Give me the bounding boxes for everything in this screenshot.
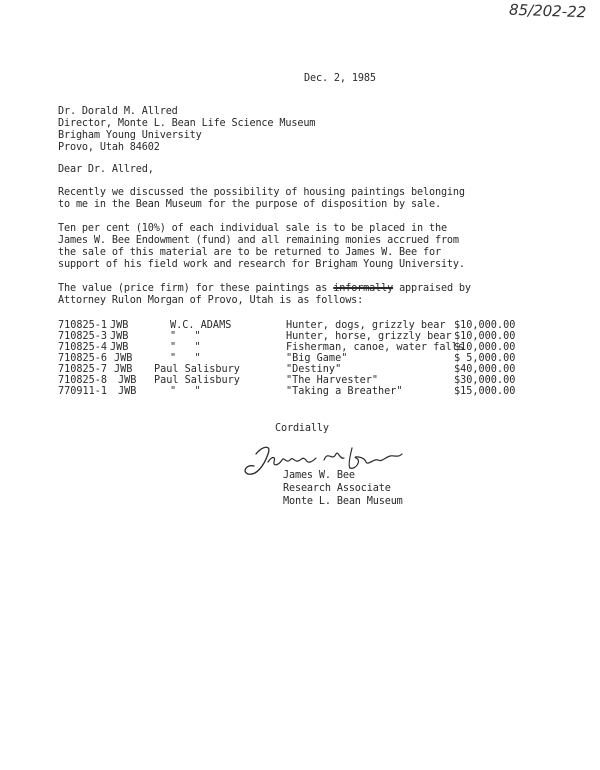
letter-date: Dec. 2, 1985 — [304, 73, 376, 84]
artist-name: Paul Salisbury — [154, 375, 240, 386]
paragraph-2-line-3: the sale of this material are to be returned to James W. Bee for — [58, 247, 441, 258]
owner-initials: JWB — [114, 353, 133, 364]
signer-organization: Monte L. Bean Museum — [283, 496, 403, 507]
owner-initials: JWB — [110, 320, 129, 331]
owner-initials: JWB — [114, 364, 133, 375]
artist-name: W.C. ADAMS — [170, 320, 232, 331]
reference-number: 85/202-22 — [508, 0, 587, 22]
closing: Cordially — [275, 423, 329, 434]
catalog-number: 710825-1 — [58, 320, 108, 331]
appraised-value: $10,000.00 — [454, 331, 516, 342]
paragraph-3-line-2: Attorney Rulon Morgan of Provo, Utah is as follows: — [58, 295, 364, 306]
signer-name: James W. Bee — [283, 470, 355, 481]
table-row — [58, 364, 578, 375]
catalog-number: 710825-8 — [58, 375, 108, 386]
artist-name: " " — [170, 353, 201, 364]
paragraph-3-text-b: appraised by — [393, 283, 471, 294]
painting-subject: Fisherman, canoe, water falls — [286, 342, 464, 353]
artist-name: " " — [170, 342, 201, 353]
painting-subject: "Taking a Breather" — [286, 386, 403, 397]
owner-initials: JWB — [118, 375, 137, 386]
paragraph-2-line-1: Ten per cent (10%) of each individual sale is to be placed in the — [58, 223, 447, 234]
address-line-4: Provo, Utah 84602 — [58, 142, 160, 153]
artist-name: Paul Salisbury — [154, 364, 240, 375]
table-row — [58, 353, 578, 364]
paragraph-1-line-1: Recently we discussed the possibility of housing paintings belonging — [58, 187, 465, 198]
appraised-value: $10,000.00 — [454, 342, 516, 353]
owner-initials: JWB — [110, 331, 129, 342]
address-line-2: Director, Monte L. Bean Life Science Museum — [58, 118, 316, 129]
paragraph-3-line-1 — [58, 283, 471, 295]
catalog-number: 710825-7 — [58, 364, 108, 375]
appraised-value: $30,000.00 — [454, 375, 516, 386]
painting-subject: "The Harvester" — [286, 375, 379, 386]
address-line-3: Brigham Young University — [58, 130, 202, 141]
owner-initials: JWB — [118, 386, 137, 397]
table-row — [58, 386, 578, 397]
paragraph-2-line-4: support of his field work and research for Brigham Young University. — [58, 259, 465, 270]
catalog-number: 710825-4 — [58, 342, 108, 353]
signer-title: Research Associate — [283, 483, 391, 494]
painting-subject: "Destiny" — [286, 364, 342, 375]
catalog-number: 770911-1 — [58, 386, 108, 397]
catalog-number: 710825-3 — [58, 331, 108, 342]
address-line-1: Dr. Dorald M. Allred — [58, 106, 178, 117]
table-row — [58, 320, 578, 331]
painting-subject: Hunter, dogs, grizzly bear — [286, 320, 446, 331]
appraised-value: $ 5,000.00 — [454, 353, 516, 364]
table-row — [58, 375, 578, 386]
struck-word: informally — [333, 283, 394, 294]
appraised-value: $15,000.00 — [454, 386, 516, 397]
paragraph-3-text-a: The value (price firm) for these paintings as — [58, 283, 334, 294]
artist-name: " " — [170, 386, 201, 397]
paragraph-2-line-2: James W. Bee Endowment (fund) and all remaining monies accrued from — [58, 235, 459, 246]
owner-initials: JWB — [110, 342, 129, 353]
table-row — [58, 342, 578, 353]
artist-name: " " — [170, 331, 201, 342]
painting-subject: "Big Game" — [286, 353, 348, 364]
painting-subject: Hunter, horse, grizzly bear — [286, 331, 452, 342]
catalog-number: 710825-6 — [58, 353, 108, 364]
appraised-value: $40,000.00 — [454, 364, 516, 375]
paragraph-1-line-2: to me in the Bean Museum for the purpose of disposition by sale. — [58, 199, 441, 210]
appraised-value: $10,000.00 — [454, 320, 516, 331]
table-row — [58, 331, 578, 342]
salutation: Dear Dr. Allred, — [58, 164, 154, 175]
